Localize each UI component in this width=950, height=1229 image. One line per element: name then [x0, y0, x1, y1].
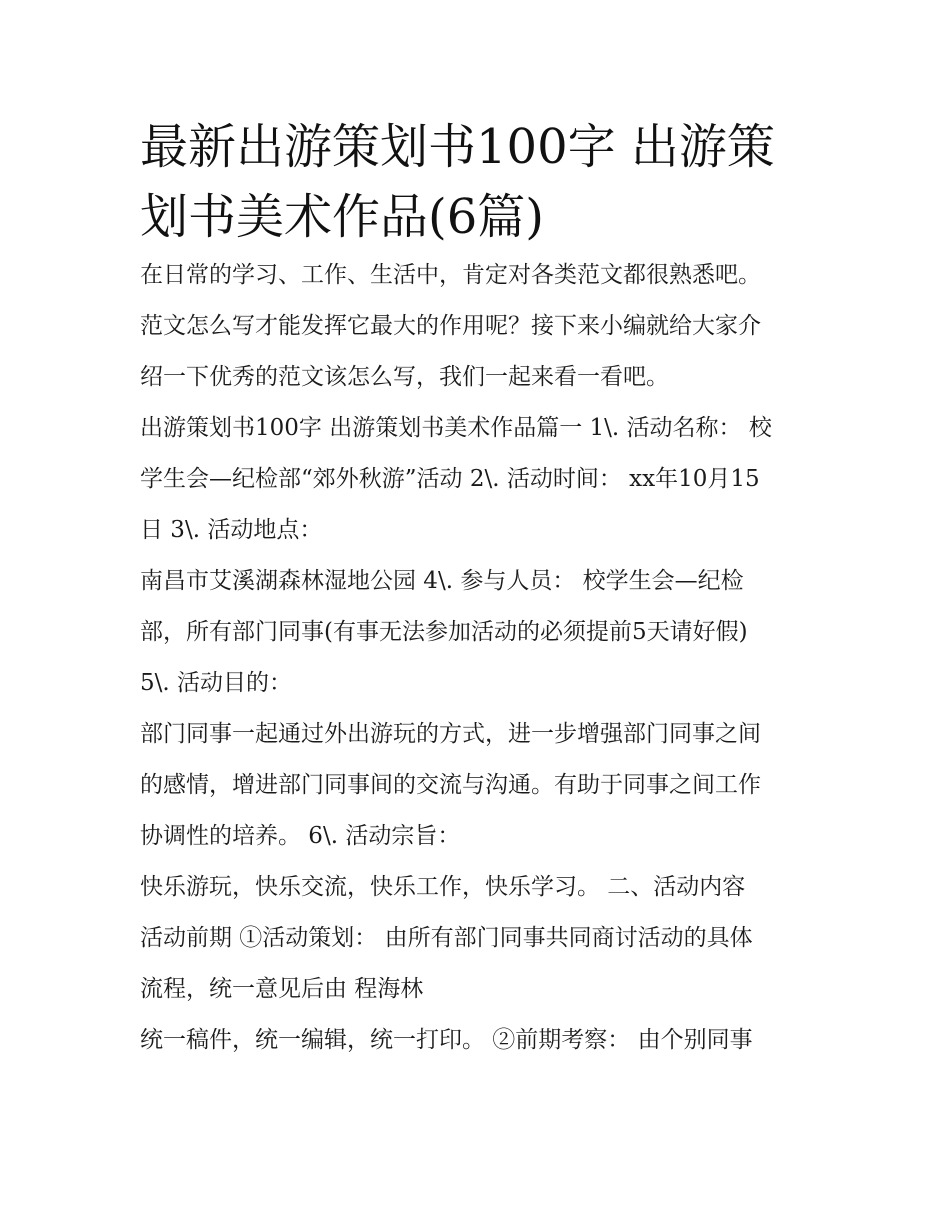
- body-line: 统一稿件，统一编辑，统一打印。 ②前期考察： 由个别同事: [140, 1027, 753, 1053]
- body-line: 日 3\. 活动地点：: [140, 517, 323, 543]
- body-line: 快乐游玩，快乐交流，快乐工作，快乐学习。 二、活动内容: [140, 874, 746, 900]
- body-line: 学生会—纪检部“郊外秋游”活动 2\. 活动时间： xx年10月15: [140, 466, 760, 492]
- document-title: [140, 112, 820, 252]
- body-line: 出游策划书100字 出游策划书美术作品篇一 1\. 活动名称： 校: [140, 415, 772, 441]
- body-line: 在日常的学习、工作、生活中，肯定对各类范文都很熟悉吧。: [140, 262, 761, 288]
- body-line: 范文怎么写才能发挥它最大的作用呢？接下来小编就给大家介: [140, 313, 761, 339]
- body-line: 流程，统一意见后由 程海林: [140, 976, 424, 1002]
- body-line: 活动前期 ①活动策划： 由所有部门同事共同商讨活动的具体: [140, 925, 753, 951]
- body-line: 部门同事一起通过外出游玩的方式，进一步增强部门同事之间: [140, 721, 761, 747]
- body-line: 绍一下优秀的范文该怎么写，我们一起来看一看吧。: [140, 364, 669, 390]
- body-line: 部，所有部门同事(有事无法参加活动的必须提前5天请好假): [140, 619, 748, 645]
- title-line: 最新出游策划书100字 出游策: [140, 119, 775, 175]
- body-line: 的感情，增进部门同事间的交流与沟通。有助于同事之间工作: [140, 772, 761, 798]
- body-line: 5\. 活动目的：: [140, 670, 293, 696]
- document-body: [140, 250, 820, 1066]
- title-line: 划书美术作品(6篇): [140, 189, 544, 245]
- body-line: 南昌市艾溪湖森林湿地公园 4\. 参与人员： 校学生会—纪检: [140, 568, 744, 594]
- body-line: 协调性的培养。 6\. 活动宗旨：: [140, 823, 461, 849]
